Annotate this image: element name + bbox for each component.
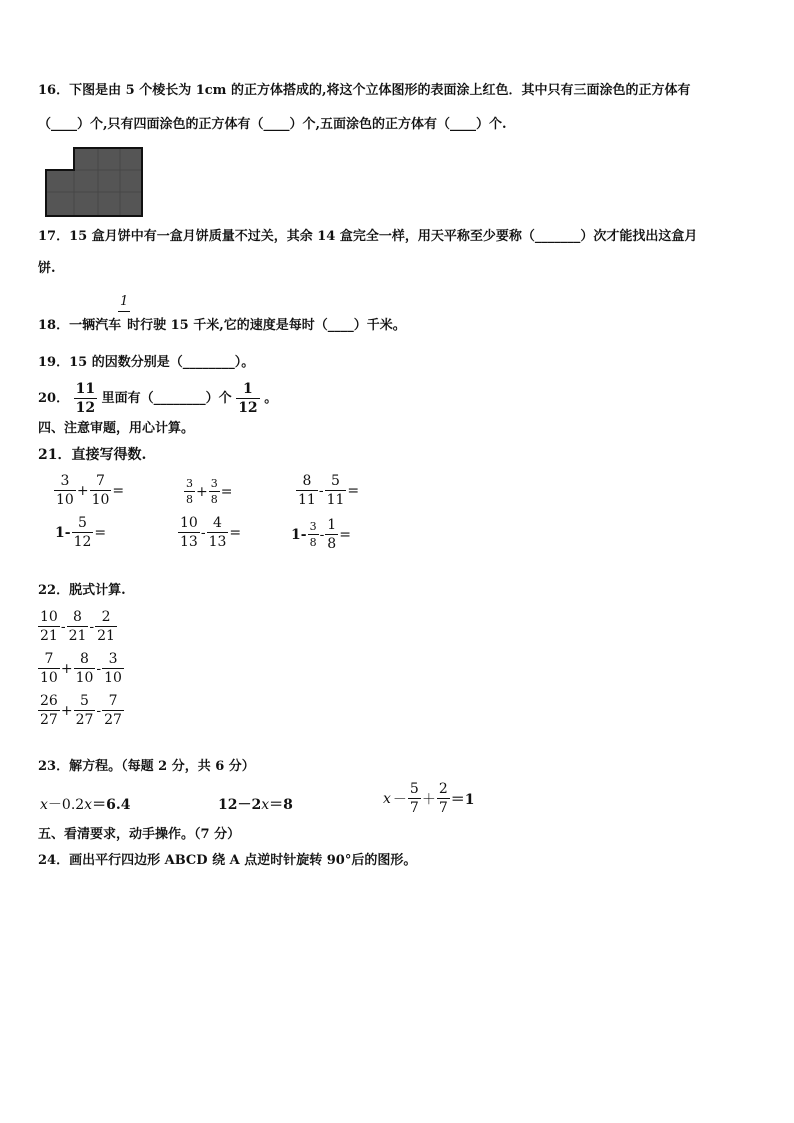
q17-line1: 17．15 盒月饼中有一盒月饼质量不过关，其余 14 盒完全一样，用天平称至少要称（_______）次才能找出这盒月 — [38, 229, 698, 244]
q21-expr-3: $\frac{8}{11}$ - $\frac{5}{11}$ = — [298, 473, 360, 508]
q16-line1: 16．下图是由 5 个棱长为 1cm 的正方体搭成的,将这个立体图形的表面涂上红色．其中只有三面涂色的正方体有 — [38, 83, 691, 98]
q21-expr-2: $\frac{3}{8}$ + $\frac{3}{8}$ = — [186, 477, 233, 506]
q22-expr-3: $\frac{26}{27}$ + $\frac{5}{27}$ - $\frac{7}{27}$ — [40, 693, 122, 728]
q20-fraction-1-12: $\frac{1}{12}$ — [238, 381, 258, 416]
q17-line2: 饼. — [38, 261, 56, 276]
q18-fraction-bar — [118, 311, 130, 312]
section-4-heading: 四、注意审题，用心计算。 — [38, 421, 195, 436]
q20-fraction-11-12: $\frac{11}{12}$ — [75, 381, 96, 416]
q21-title: 21．直接写得数. — [38, 447, 147, 463]
q24-line: 24．画出平行四边形 ABCD 绕 A 点逆时针旋转 90°后的图形。 — [38, 853, 417, 868]
section-5-heading: 五、看清要求，动手操作。（7 分） — [38, 827, 241, 842]
q22-expr-2: $\frac{7}{10}$ + $\frac{8}{10}$ - $\frac{3}{10}$ — [40, 651, 122, 686]
q22-title: 22．脱式计算. — [38, 583, 126, 598]
q21-expr-5: $\frac{10}{13}$ - $\frac{4}{13}$ = — [180, 515, 242, 550]
q18-fraction-numerator: 1 — [120, 294, 129, 309]
q23-title: 23．解方程。（每题 2 分，共 6 分） — [38, 759, 255, 774]
q21-expr-6: 1- $\frac{3}{8}$ - $\frac{1}{8}$ = — [291, 517, 351, 552]
q21-expr-4: 1- $\frac{5}{12}$ = — [55, 515, 107, 550]
cube-figure — [44, 146, 144, 218]
q20-line: 20． $\frac{11}{12}$ 里面有（________）个 $\frac{1}{12}$ 。 — [38, 381, 278, 416]
q16-line2: （____）个,只有四面涂色的正方体有（____）个,五面涂色的正方体有（____）个. — [38, 117, 507, 132]
q19-line: 19．15 的因数分别是（________）。 — [38, 355, 255, 370]
q22-expr-1: $\frac{10}{21}$ - $\frac{8}{21}$ - $\frac{2}{21}$ — [40, 609, 115, 644]
q23-equation-3: x － $\frac{5}{7}$ ＋ $\frac{2}{7}$ ＝1 — [383, 781, 475, 816]
q23-equation-1: x－0.2x＝6.4 — [40, 797, 131, 813]
q21-expr-1: $\frac{3}{10}$ + $\frac{7}{10}$ = — [56, 473, 125, 508]
q18-line: 18．一辆汽车 时行驶 15 千米,它的速度是每时（____）千米。 — [38, 318, 406, 333]
q23-equation-2: 12－2x＝8 — [218, 797, 293, 813]
